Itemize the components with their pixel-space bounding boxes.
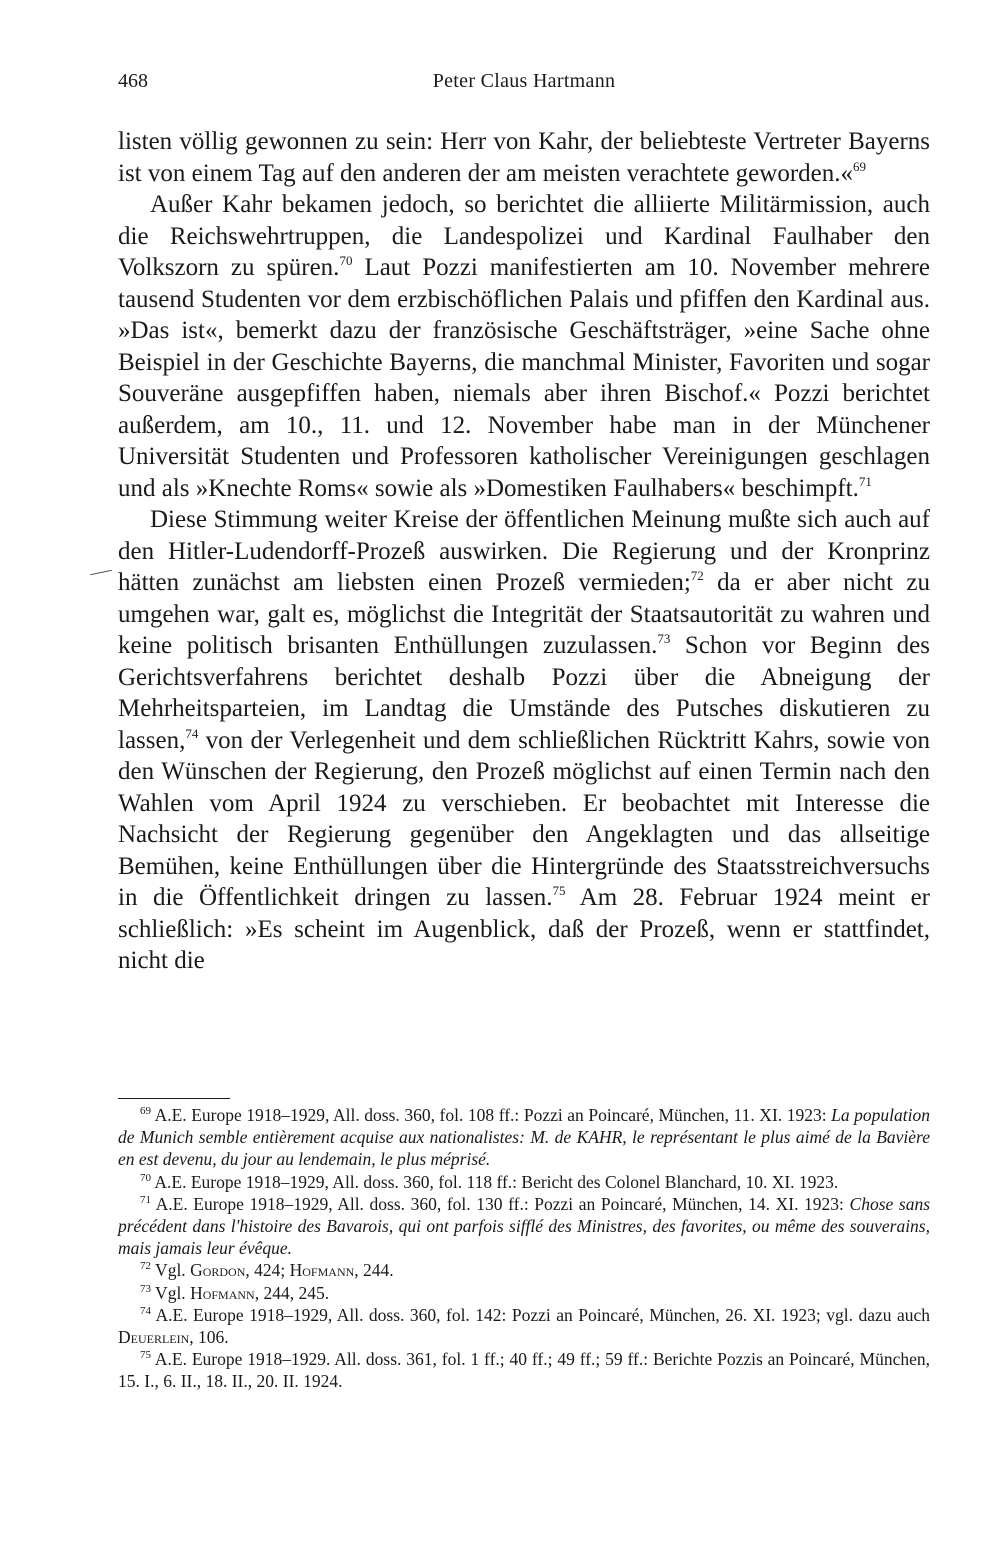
paragraph-text: listen völlig gewonnen zu sein: Herr von Kahr, der beliebteste Vertreter Bayerns ist von einem Tag auf den anderen der am meisten verachtete geworden.« <box>118 128 930 187</box>
footnote-text: , 244. <box>354 1260 394 1281</box>
footnote-number: 74 <box>140 1304 151 1317</box>
paragraph-text: Laut Pozzi manifestierten am 10. November mehrere tausend Studenten vor dem erzbischöflichen Palais und pfiffen den Kardinal aus. »Das ist«, bemerkt dazu der französische Geschäftsträger, »eine Sache ohne Beispiel in der Geschichte Bayerns, die manchmal Minister, Favoriten und sogar Souveräne ausgepfiffen haben, niemals aber ihren Bischof.« Pozzi berichtet außerdem, am 10., 11. und 12. November habe man in der Münchener Universität Studenten und Professoren katholischer Vereinigungen geschlagen und als »Knechte Roms« sowie als »Domestiken Faulhabers« beschimpft. <box>118 254 930 502</box>
footnote-number: 70 <box>140 1171 151 1184</box>
footnote-text: , 106. <box>189 1327 229 1348</box>
footnote <box>118 1304 930 1348</box>
footnote <box>118 1282 930 1304</box>
footnote-text: Vgl. <box>151 1260 191 1281</box>
footnote <box>118 1193 930 1260</box>
footnote-number: 75 <box>140 1349 151 1362</box>
footnote <box>118 1104 930 1171</box>
footnote-text: A.E. Europe 1918–1929, All. doss. 360, fol. 130 ff.: Pozzi an Poincaré, München, 14. XI. 1923: <box>151 1193 850 1214</box>
footnote-text: A.E. Europe 1918–1929. All. doss. 361, fol. 1 ff.; 40 ff.; 49 ff.; 59 ff.: Berichte Pozzis an Poincaré, München, 15. I., 6. II., 18. II., 20. II. 1924. <box>118 1349 930 1392</box>
paragraph-text: Am 28. Februar 1924 meint er schließlich: »Es scheint im Augenblick, daß der Prozeß, wenn er stattfindet, nicht die <box>118 884 930 974</box>
footnote-ref: 70 <box>339 253 353 268</box>
author-name: Deuerlein <box>118 1327 190 1348</box>
footnote <box>118 1259 930 1281</box>
footnote-rule <box>118 1098 230 1099</box>
footnote-number: 71 <box>140 1193 151 1206</box>
margin-mark <box>90 570 112 576</box>
footnote-text: Vgl. <box>151 1282 191 1303</box>
paragraph-text: Außer Kahr bekamen jedoch, so berichtet die alliierte Militärmission, auch die Reichswehrtruppen, die Landespolizei und Kardinal Faulhaber den Volkszorn zu spüren. <box>118 191 930 281</box>
footnote <box>118 1171 930 1193</box>
author-name: Hofmann <box>190 1282 255 1303</box>
paragraph <box>118 189 930 504</box>
footnote-ref: 71 <box>858 473 872 489</box>
paragraph-text: Schon vor Beginn des Gerichtsverfahrens berichtet deshalb Pozzi über die Abneigung der Mehrheitsparteien, im Landtag die Umstände des Putsches diskutieren zu lassen, <box>118 632 930 754</box>
paragraph <box>118 126 930 189</box>
footnote-quote: Chose sans précédent dans l'histoire des Bavarois, qui ont parfois sifflé des Ministres, des favorites, ou même des souverains, mais jamais leur évêque. <box>118 1193 931 1259</box>
footnote-quote: La population de Munich semble entièrement acquise aux nationalistes: M. de KAHR, le représentant le plus aimé de la Bavière en est devenu, du jour au lendemain, le plus méprisé. <box>118 1105 930 1170</box>
footnote-ref: 73 <box>657 631 671 646</box>
author-name: Hofmann <box>289 1260 355 1281</box>
page-header <box>118 70 930 104</box>
footnote-text: A.E. Europe 1918–1929, All. doss. 360, fol. 108 ff.: Pozzi an Poincaré, München, 11. XI. 1923: <box>151 1105 832 1125</box>
body-text <box>118 126 930 977</box>
footnote <box>118 1348 930 1392</box>
footnote-ref: 75 <box>552 883 566 898</box>
paragraph-text: Diese Stimmung weiter Kreise der öffentlichen Meinung mußte sich auch auf den Hitler-Ludendorff-Prozeß auswirken. Die Regierung und der Kronprinz hätten zunächst am liebsten einen Prozeß vermieden; <box>118 506 930 596</box>
footnote-number: 72 <box>140 1260 151 1273</box>
footnote-text: A.E. Europe 1918–1929, All. doss. 360, fol. 142: Pozzi an Poincaré, München, 26. XI. 1923; vgl. dazu auch <box>151 1304 930 1325</box>
footnote-number: 69 <box>140 1105 151 1117</box>
author-name: Gordon <box>190 1260 246 1281</box>
paragraph-text: von der Verlegenheit und dem schließlichen Rücktritt Kahrs, sowie von den Wünschen der Regierung, den Prozeß möglichst auf einen Termin nach den Wahlen vom April 1924 zu verschieben. Er beobachtet mit Interesse die Nachsicht der Regierung gegenüber den Angeklagten und das allseitige Bemühen, keine Enthüllungen über die Hintergründe des Staatsstreichversuchs in die Öffentlichkeit dringen zu lassen. <box>118 726 930 911</box>
page-number: 468 <box>118 70 148 92</box>
footnote-text: , 424; <box>245 1260 290 1281</box>
footnote-ref: 69 <box>853 158 866 174</box>
footnotes <box>118 1104 930 1393</box>
footnote-number: 73 <box>140 1282 151 1295</box>
paragraph <box>118 504 930 977</box>
running-head: Peter Claus Hartmann <box>432 70 616 92</box>
footnote-text: , 244, 245. <box>254 1282 330 1303</box>
footnote-text: A.E. Europe 1918–1929, All. doss. 360, fol. 118 ff.: Bericht des Colonel Blanchard, 10. XI. 1923. <box>151 1171 839 1192</box>
paragraph-text: da er aber nicht zu umgehen war, galt es, möglichst die Integrität der Staatsautorität zu wahren und keine politisch brisanten Enthüllungen zuzulassen. <box>118 569 930 659</box>
footnote-ref: 72 <box>690 568 704 583</box>
footnote-ref: 74 <box>185 725 199 741</box>
